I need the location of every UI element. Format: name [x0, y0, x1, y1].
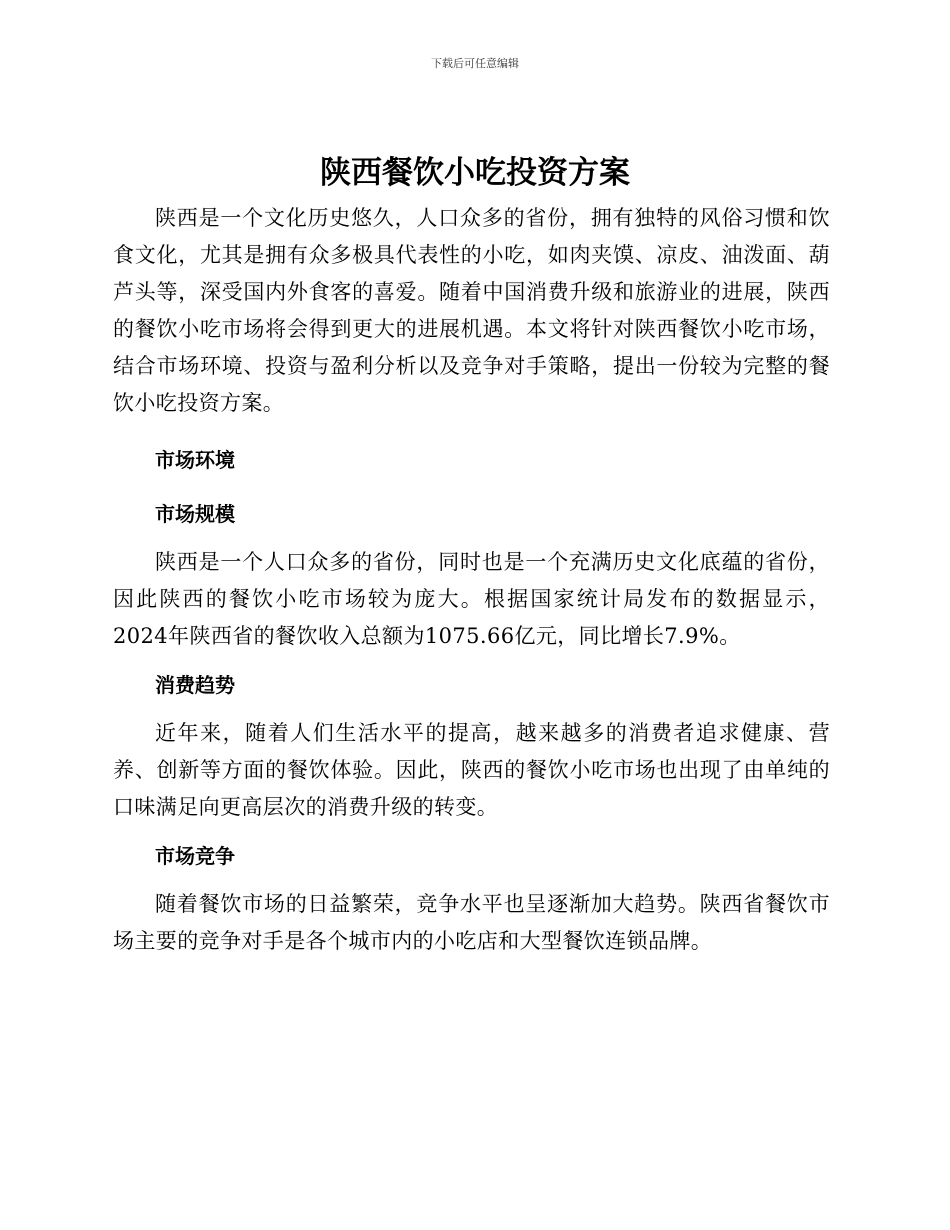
document-body — [113, 200, 830, 960]
document-title: 陕西餐饮小吃投资方案 — [320, 155, 630, 191]
section-heading-market-size: 市场规模 — [155, 502, 235, 526]
market-competition-paragraph: 随着餐饮市场的日益繁荣，竞争水平也呈逐渐加大趋势。陕西省餐饮市场主要的竞争对手是各个城市内的小吃店和大型餐饮连锁品牌。 — [113, 892, 830, 953]
market-size-paragraph: 陕西是一个人口众多的省份，同时也是一个充满历史文化底蕴的省份，因此陕西的餐饮小吃市场较为庞大。根据国家统计局发布的数据显示，2024年陕西省的餐饮收入总额为1075.66亿元，同比增长7.9%。 — [113, 550, 830, 648]
section-heading-market-competition: 市场竞争 — [155, 844, 235, 868]
section-heading-consumption-trend: 消费趋势 — [155, 673, 235, 697]
header-note: 下载后可任意编辑 — [431, 57, 519, 70]
section-heading-market-environment: 市场环境 — [155, 448, 235, 472]
consumption-trend-paragraph: 近年来，随着人们生活水平的提高，越来越多的消费者追求健康、营养、创新等方面的餐饮体验。因此，陕西的餐饮小吃市场也出现了由单纯的口味满足向更高层次的消费升级的转变。 — [113, 721, 830, 819]
intro-paragraph: 陕西是一个文化历史悠久，人口众多的省份，拥有独特的风俗习惯和饮食文化，尤其是拥有众多极具代表性的小吃，如肉夹馍、凉皮、油泼面、葫芦头等，深受国内外食客的喜爱。随着中国消费升级和旅游业的进展，陕西的餐饮小吃市场将会得到更大的进展机遇。本文将针对陕西餐饮小吃市场，结合市场环境、投资与盈利分析以及竞争对手策略，提出一份较为完整的餐饮小吃投资方案。 — [113, 206, 830, 415]
